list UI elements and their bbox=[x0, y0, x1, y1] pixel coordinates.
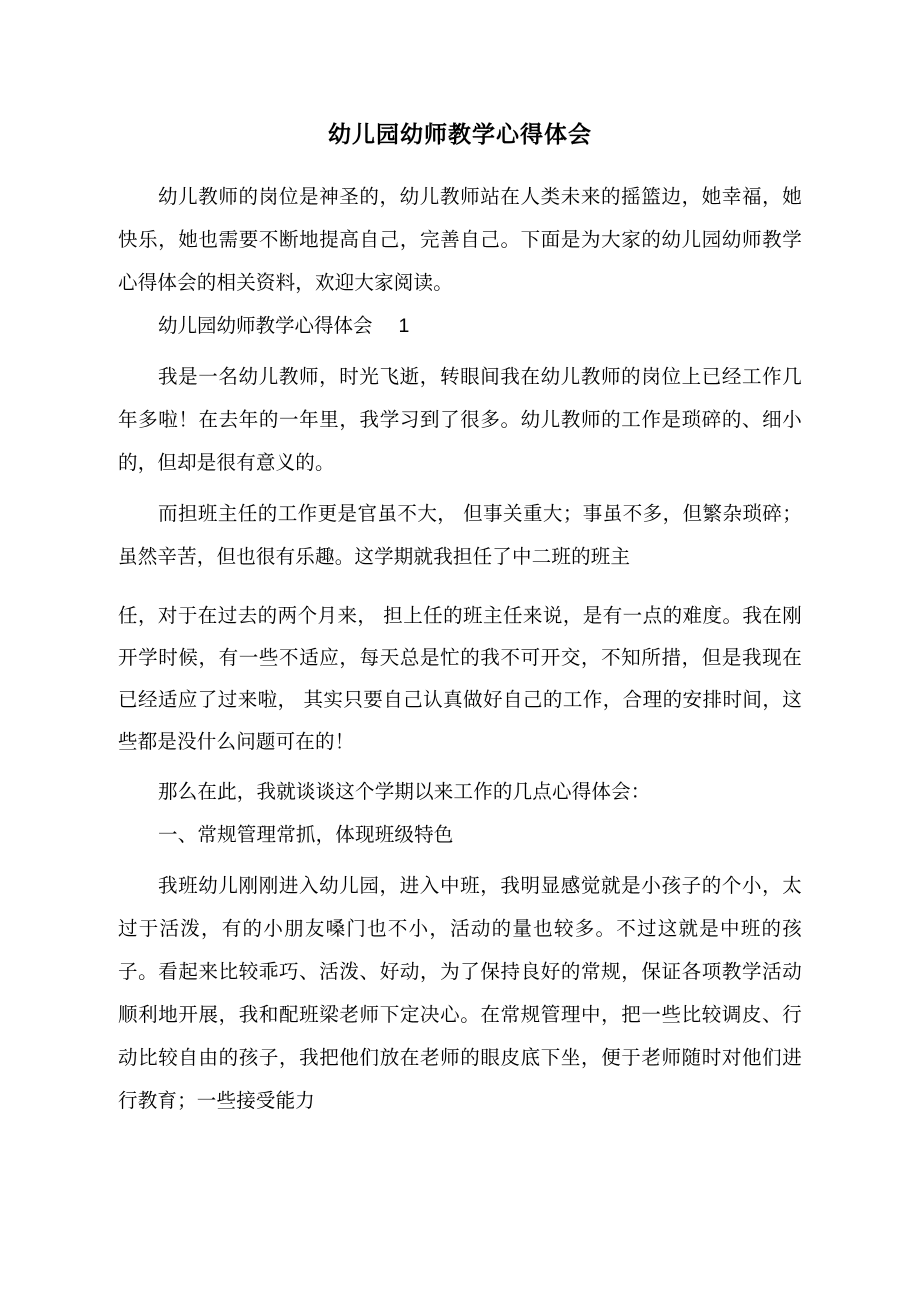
section-heading-text: 幼儿园幼师教学心得体会 bbox=[158, 315, 373, 338]
section-heading bbox=[118, 305, 802, 348]
body-paragraph-3: 任，对于在过去的两个月来， 担上任的班主任来说，是有一点的难度。我在刚开学时候，有一些不适应，每天总是忙的我不可开交，不知所措，但是我现在已经适应了过来啦， 其实只要自己认真做好自己的工作，合理的安排时间，这些都是没什么问题可在的！ bbox=[118, 605, 802, 754]
body-paragraph-2: 而担班主任的工作更是官虽不大， 但事关重大；事虽不多，但繁杂琐碎；虽然辛苦，但也很有乐趣。这学期就我担任了中二班的班主 bbox=[118, 503, 802, 569]
page-title: 幼儿园幼师教学心得体会 bbox=[328, 121, 592, 147]
body-paragraph-6: 我班幼儿刚刚进入幼儿园，进入中班，我明显感觉就是小孩子的个小，太过于活泼，有的小朋友嗓门也不小，活动的量也较多。不过这就是中班的孩子。看起来比较乖巧、活泼、好动，为了保持良好的常规，保证各项教学活动顺利地开展，我和配班梁老师下定决心。在常规管理中，把一些比较调皮、行动比较自由的孩子，我把他们放在老师的眼皮底下坐，便于老师随时对他们进行教育；一些接受能力 bbox=[118, 875, 802, 1113]
intro-paragraph: 幼儿教师的岗位是神圣的，幼儿教师站在人类未来的摇篮边，她幸福，她快乐，她也需要不断地提高自己，完善自己。下面是为大家的幼儿园幼师教学心得体会的相关资料，欢迎大家阅读。 bbox=[118, 186, 802, 295]
body-paragraph-5: 一、常规管理常抓，体现班级特色 bbox=[158, 824, 454, 847]
section-heading-number: 1 bbox=[398, 315, 410, 338]
body-paragraph-4: 那么在此，我就谈谈这个学期以来工作的几点心得体会： bbox=[158, 781, 651, 804]
body-paragraph-1: 我是一名幼儿教师，时光飞逝，转眼间我在幼儿教师的岗位上已经工作几年多啦！在去年的一年里，我学习到了很多。幼儿教师的工作是琐碎的、细小的，但却是很有意义的。 bbox=[118, 366, 802, 475]
